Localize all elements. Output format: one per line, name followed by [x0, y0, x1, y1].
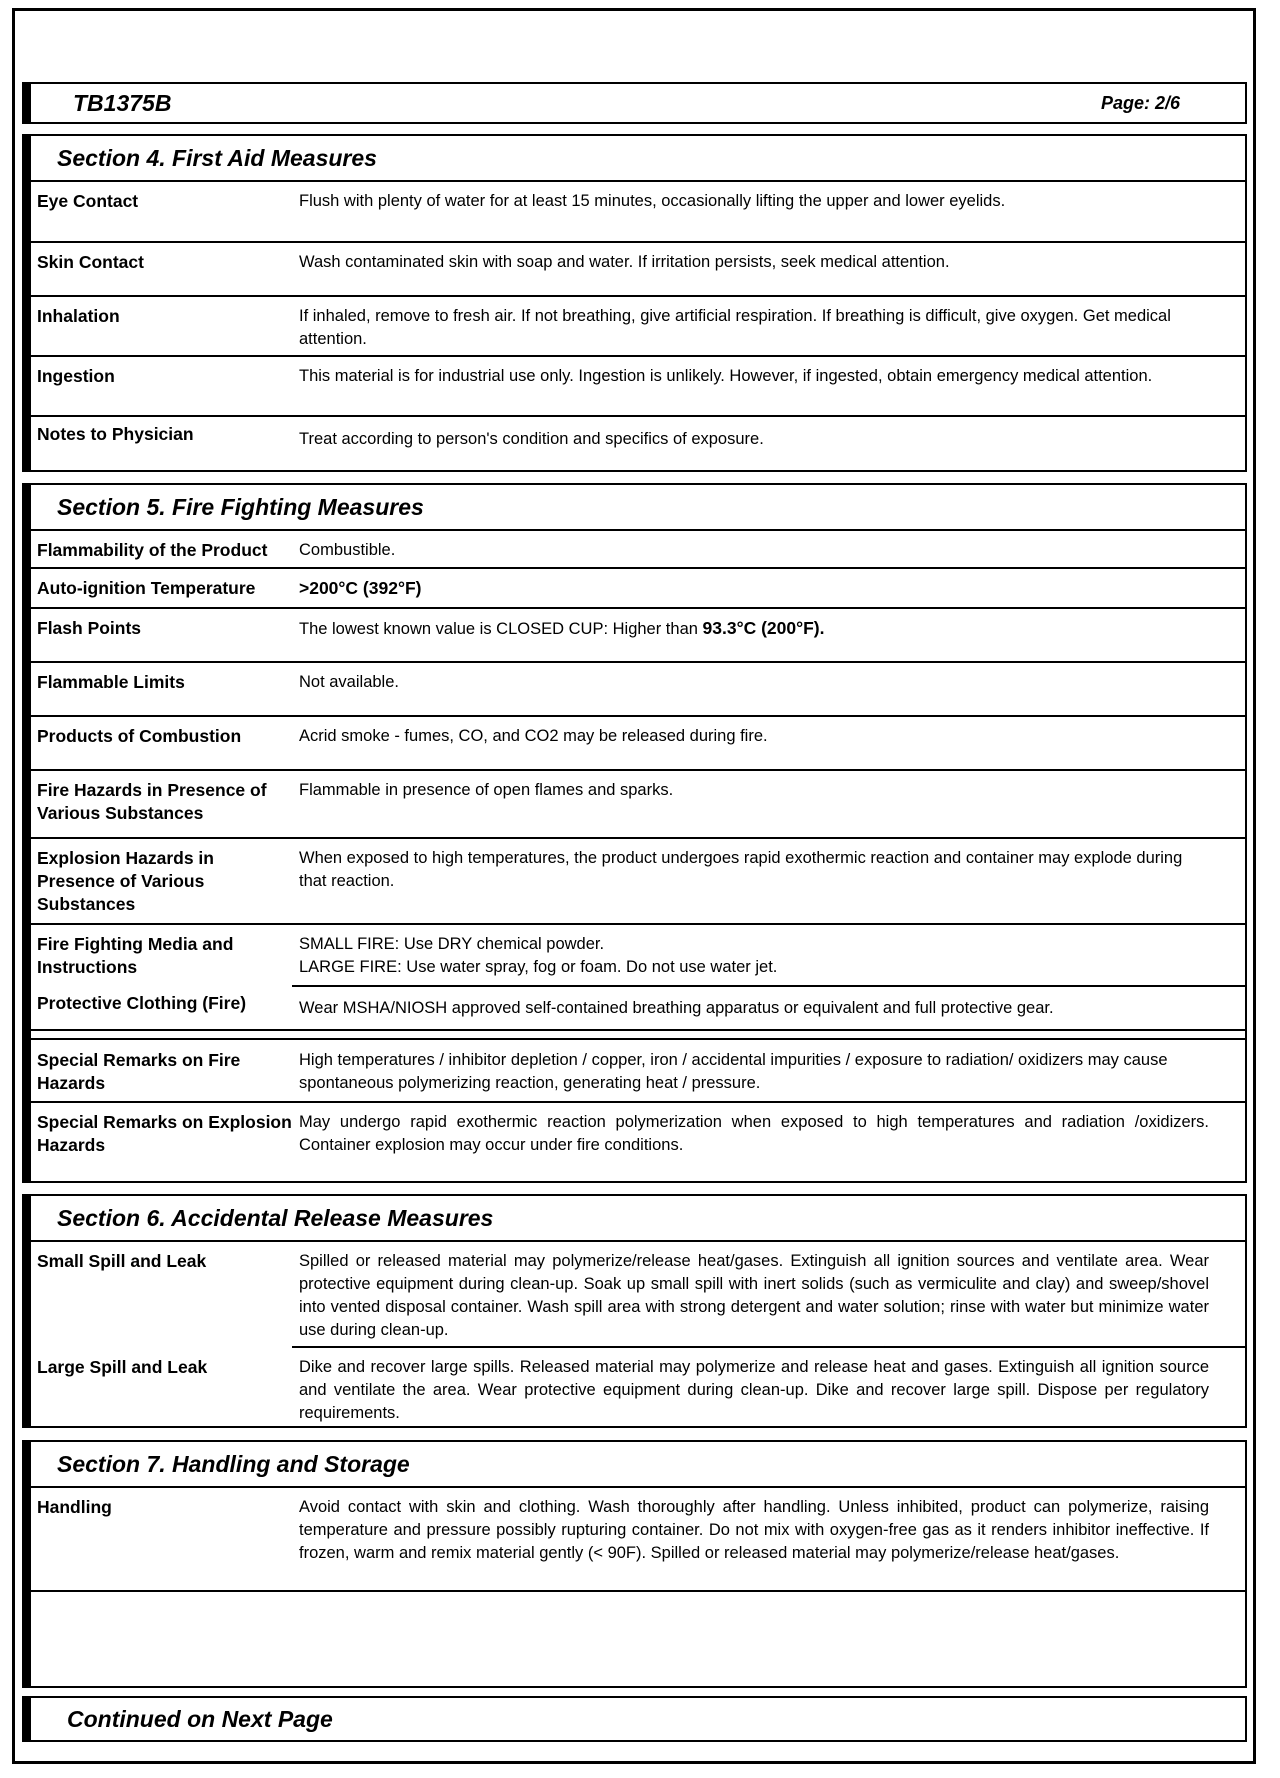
row-value: Flammable in presence of open flames and sparks.	[299, 781, 674, 799]
row-label: Inhalation	[37, 306, 120, 326]
row-label: Auto-ignition Temperature	[37, 578, 256, 598]
row-label: Skin Contact	[37, 252, 144, 272]
remarks-explosion-row	[31, 1103, 1245, 1163]
explosion-hazards-row	[31, 839, 1245, 925]
row-label: Ingestion	[37, 366, 115, 386]
divider	[31, 1038, 1245, 1040]
inhalation-row	[31, 297, 1245, 357]
fire-fighting-media-row	[31, 925, 1245, 1041]
document-id: TB1375B	[73, 89, 172, 116]
row-label: Explosion Hazards in Presence of Various Substances	[37, 848, 214, 914]
flash-temperature: 93.3°C (200°F).	[702, 618, 825, 638]
row-label: Fire Fighting Media and Instructions	[37, 934, 234, 977]
section-4	[22, 134, 1247, 472]
row-value: Acrid smoke - fumes, CO, and CO2 may be released during fire.	[299, 727, 768, 745]
row-value: May undergo rapid exothermic reaction polymerization when exposed to high temperatures and radiation /oxidizers. Container explosion may occur under fire conditions.	[299, 1113, 1209, 1154]
section-6-title: Section 6. Accidental Release Measures	[31, 1196, 1245, 1242]
row-label: Small Spill and Leak	[37, 1251, 207, 1271]
row-label: Special Remarks on Explosion Hazards	[37, 1112, 292, 1155]
protective-clothing-value: Wear MSHA/NIOSH approved self-contained breathing apparatus or equivalent and full protective gear.	[299, 999, 1054, 1017]
handling-row	[31, 1488, 1245, 1592]
remarks-fire-row	[31, 1041, 1245, 1103]
row-value: Not available.	[299, 673, 399, 691]
row-label: Flammability of the Product	[37, 540, 268, 560]
notes-physician-row	[31, 417, 1245, 467]
row-value: When exposed to high temperatures, the product undergoes rapid exothermic reaction and container may explode during that reaction.	[299, 849, 1183, 890]
skin-contact-row	[31, 243, 1245, 297]
row-value	[299, 933, 1209, 979]
row-label: Notes to Physician	[37, 424, 194, 444]
media-line-2: LARGE FIRE: Use water spray, fog or foam. Do not use water jet.	[299, 958, 778, 976]
section-5-title: Section 5. Fire Fighting Measures	[31, 485, 1245, 531]
row-label: Flammable Limits	[37, 672, 185, 692]
divider	[31, 1029, 1245, 1031]
section-5	[22, 483, 1247, 1183]
row-label: Flash Points	[37, 618, 142, 638]
row-value: High temperatures / inhibitor depletion / copper, iron / accidental impurities / exposure to radiation/ oxidizers may cause spontaneous polymerizing reaction, generating heat / pressure.	[299, 1051, 1168, 1092]
ingestion-row	[31, 357, 1245, 417]
small-spill-row	[31, 1242, 1245, 1348]
row-value: Treat according to person's condition and specifics of exposure.	[299, 430, 764, 448]
section-6	[22, 1194, 1247, 1428]
section-4-title: Section 4. First Aid Measures	[31, 136, 1245, 182]
protective-clothing-label: Protective Clothing (Fire)	[37, 993, 247, 1013]
continued-text: Continued on Next Page	[67, 1705, 333, 1732]
row-label: Fire Hazards in Presence of Various Substances	[37, 780, 267, 823]
media-line-1: SMALL FIRE: Use DRY chemical powder.	[299, 935, 605, 953]
autoignition-row	[31, 569, 1245, 609]
row-value: Combustible.	[299, 541, 396, 559]
large-spill-row	[31, 1348, 1245, 1426]
flammable-limits-row	[31, 663, 1245, 717]
row-value: Flush with plenty of water for at least 15 minutes, occasionally lifting the upper and lower eyelids.	[299, 192, 1006, 210]
row-value	[299, 617, 1209, 641]
row-value: This material is for industrial use only. Ingestion is unlikely. However, if ingested, obtain emergency medical attention.	[299, 367, 1153, 385]
combustion-products-row	[31, 717, 1245, 771]
eye-contact-row	[31, 182, 1245, 243]
row-value: Dike and recover large spills. Released material may polymerize and release heat and gases. Extinguish all ignition source and ventilate the area. Wear protective equipment during clean-up. Dike and recover large spill. Dispose per regulatory requirements.	[299, 1358, 1209, 1422]
flammability-row	[31, 531, 1245, 569]
fire-hazards-row	[31, 771, 1245, 839]
row-label: Large Spill and Leak	[37, 1357, 208, 1377]
row-label: Handling	[37, 1497, 112, 1517]
continued-footer	[22, 1696, 1247, 1742]
row-label: Products of Combustion	[37, 726, 242, 746]
flash-points-row	[31, 609, 1245, 663]
divider	[292, 985, 1245, 987]
row-value: Spilled or released material may polymerize/release heat/gases. Extinguish all ignition sources and ventilate area. Wear protective equipment during clean-up. Soak up small spill with inert solids (such as vermiculite and clay) and sweep/shovel into vented disposal container. Wash spill area with strong detergent and water solution; rinse with water but minimize water use during clean-up.	[299, 1252, 1209, 1339]
row-label: Special Remarks on Fire Hazards	[37, 1050, 241, 1093]
row-value: Avoid contact with skin and clothing. Wash thoroughly after handling. Unless inhibited, product can polymerize, raising temperature and pressure possibly rupturing container. Do not mix with oxygen-free gas as it renders inhibitor ineffective. If frozen, warm and remix material gently (< 90F). Spilled or released material may polymerize/release heat/gases.	[299, 1498, 1209, 1562]
row-label: Eye Contact	[37, 191, 139, 211]
page-number: Page: 2/6	[1101, 92, 1181, 113]
flash-text: The lowest known value is CLOSED CUP: Higher than	[299, 620, 703, 638]
row-value: Wash contaminated skin with soap and water. If irritation persists, seek medical attention.	[299, 253, 950, 271]
row-value: >200°C (392°F)	[299, 578, 422, 598]
section-7	[22, 1440, 1247, 1688]
row-value: If inhaled, remove to fresh air. If not breathing, give artificial respiration. If breathing is difficult, give oxygen. Get medical attention.	[299, 307, 1171, 348]
document-header	[22, 82, 1247, 124]
section-7-title: Section 7. Handling and Storage	[31, 1442, 1245, 1488]
